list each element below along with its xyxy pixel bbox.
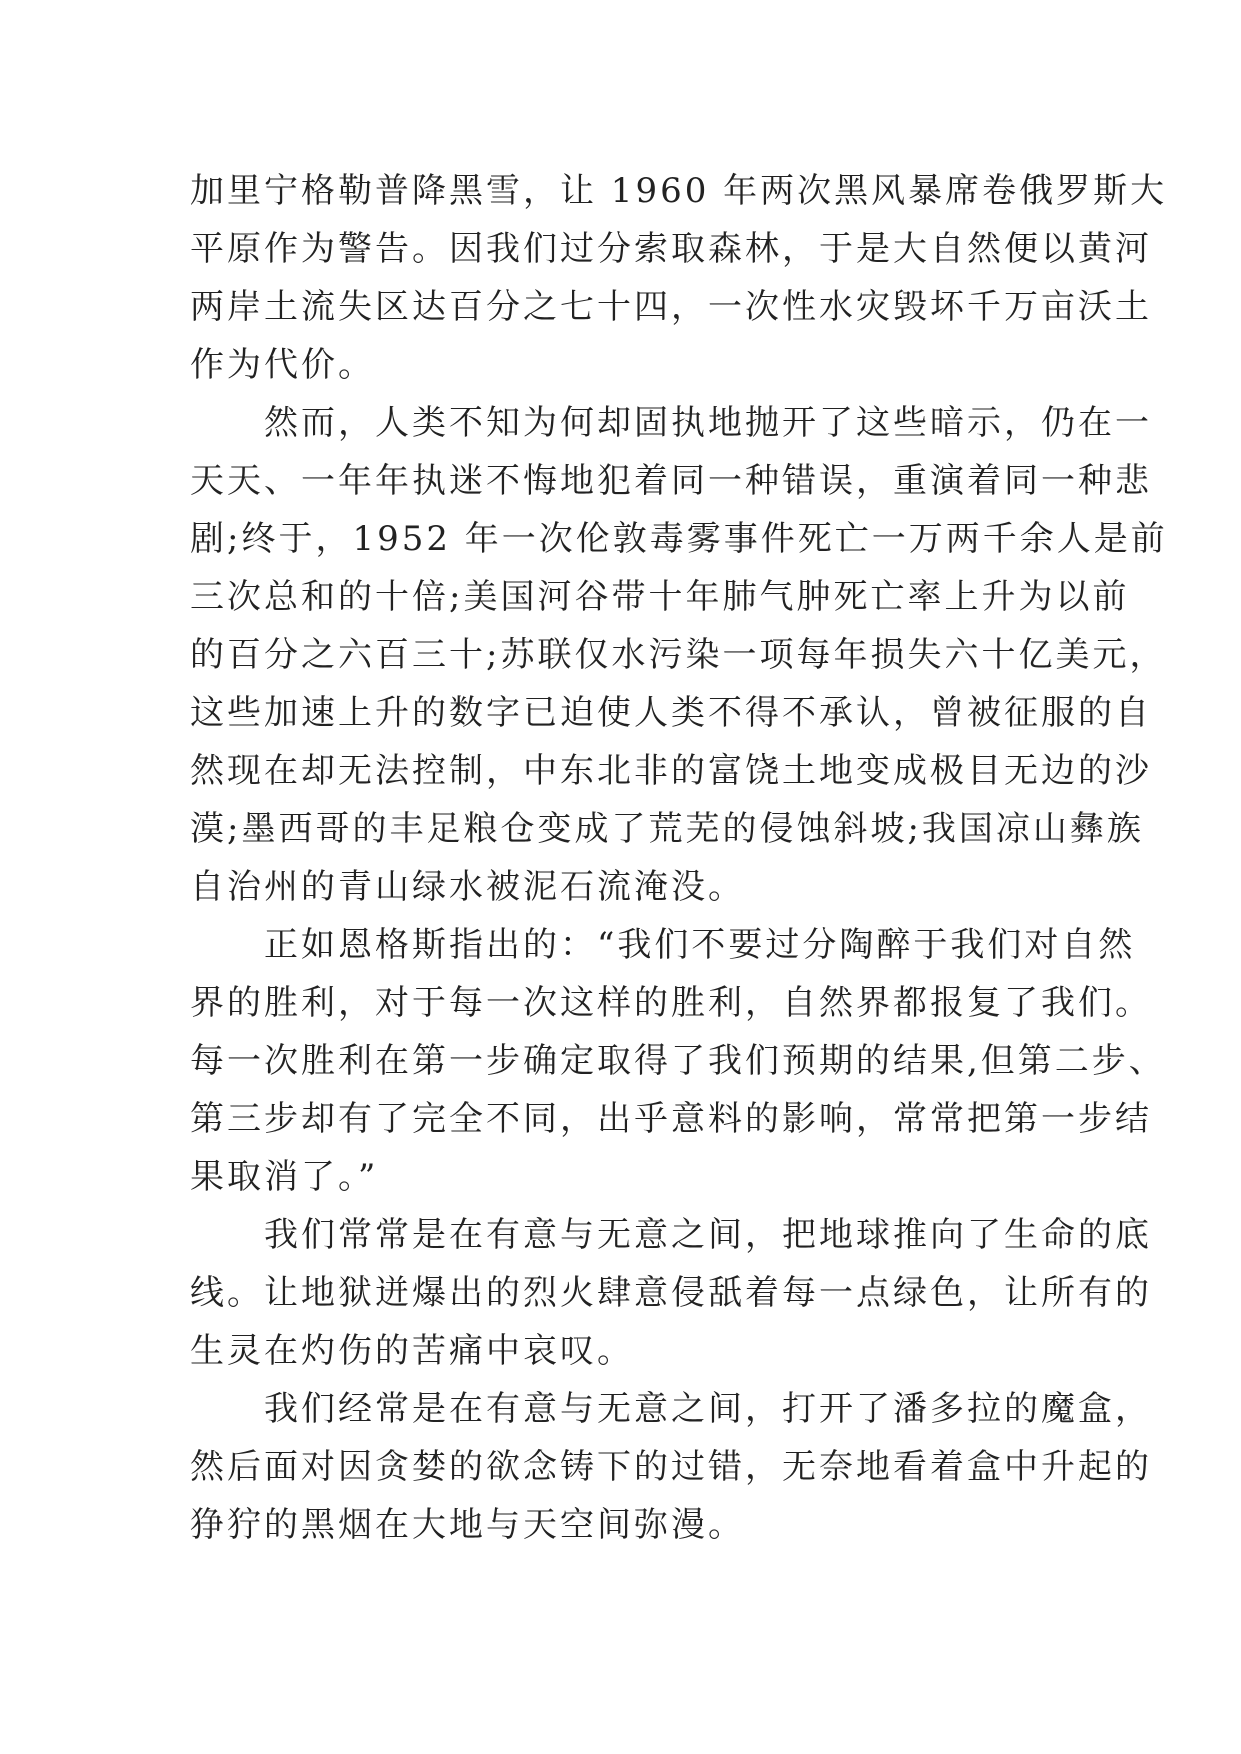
- text-line: 三次总和的十倍;美国河谷带十年肺气肿死亡率上升为以前: [190, 577, 1130, 617]
- text-line: 然现在却无法控制，中东北非的富饶土地变成极目无边的沙: [190, 751, 1152, 791]
- text-line: 然而，人类不知为何却固执地抛开了这些暗示，仍在一: [190, 403, 1152, 443]
- text-line: 漠;墨西哥的丰足粮仓变成了荒芜的侵蚀斜坡;我国凉山彝族: [190, 809, 1144, 849]
- text-line: 果取消了。”: [190, 1157, 379, 1197]
- text-line: 作为代价。: [190, 345, 375, 385]
- text-line: 然后面对因贪婪的欲念铸下的过错，无奈地看着盒中升起的: [190, 1447, 1152, 1487]
- text-line: 我们常常是在有意与无意之间，把地球推向了生命的底: [190, 1215, 1152, 1255]
- text-line: 正如恩格斯指出的：“我们不要过分陶醉于我们对自然: [190, 925, 1136, 965]
- text-line: 两岸土流失区达百分之七十四，一次性水灾毁坏千万亩沃土: [190, 287, 1152, 327]
- text-line: 的百分之六百三十;苏联仅水污染一项每年损失六十亿美元，: [190, 635, 1167, 675]
- text-line: 生灵在灼伤的苦痛中哀叹。: [190, 1331, 634, 1371]
- text-line: 这些加速上升的数字已迫使人类不得不承认，曾被征服的自: [190, 693, 1152, 733]
- text-line: 加里宁格勒普降黑雪，让 1960 年两次黑风暴席卷俄罗斯大: [190, 171, 1168, 211]
- text-line: 剧;终于，1952 年一次伦敦毒雾事件死亡一万两千余人是前: [190, 519, 1168, 559]
- text-line: 每一次胜利在第一步确定取得了我们预期的结果,但第二步、: [190, 1041, 1166, 1081]
- text-line: 狰狞的黑烟在大地与天空间弥漫。: [190, 1505, 745, 1545]
- text-line: 界的胜利，对于每一次这样的胜利，自然界都报复了我们。: [190, 983, 1152, 1023]
- document-body: [190, 162, 1168, 1554]
- text-line: 平原作为警告。因我们过分索取森林，于是大自然便以黄河: [190, 229, 1152, 269]
- text-line: 我们经常是在有意与无意之间，打开了潘多拉的魔盒，: [190, 1389, 1152, 1429]
- text-line: 自治州的青山绿水被泥石流淹没。: [190, 867, 745, 907]
- text-line: 天天、一年年执迷不悔地犯着同一种错误，重演着同一种悲: [190, 461, 1152, 501]
- text-line: 线。让地狱迸爆出的烈火肆意侵舐着每一点绿色，让所有的: [190, 1273, 1152, 1313]
- text-line: 第三步却有了完全不同，出乎意料的影响，常常把第一步结: [190, 1099, 1152, 1139]
